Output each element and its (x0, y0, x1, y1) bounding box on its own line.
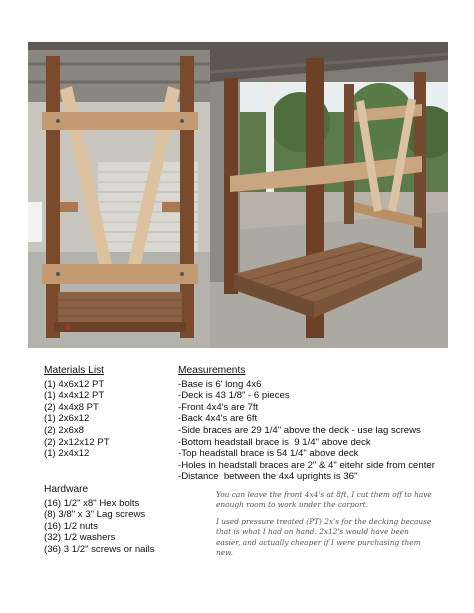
materials-item: (2) 2x6x8 (44, 424, 84, 436)
hardware-item: (32) 1/2 washers (44, 532, 116, 544)
hardware-list (44, 484, 155, 556)
materials-item: (2) 4x4x8 PT (44, 401, 99, 413)
measurement-item: -Bottom headstall brace is 9 1/4" above deck (178, 436, 371, 448)
measurement-item: -Front 4x4's are 7ft (178, 401, 259, 413)
hardware-item: (16) 1/2 nuts (44, 520, 98, 532)
hardware-heading: Hardware (44, 484, 89, 495)
materials-list (44, 365, 110, 460)
materials-item: (1) 4x6x12 PT (44, 378, 105, 390)
hardware-item: (36) 3 1/2" screws or nails (44, 543, 155, 555)
measurement-item: -Deck is 43 1/8" - 6 pieces (178, 390, 290, 402)
angled-view-photo (210, 42, 448, 348)
measurement-item: -Base is 6' long 4x6 (178, 378, 262, 390)
measurement-item: -Holes in headstall braces are 2" & 4" eitehr side from center (178, 459, 435, 471)
measurement-item: -Back 4x4's are 6ft (178, 413, 258, 425)
measurement-item: -Top headstall brace is 54 1/4" above deck (178, 448, 359, 460)
hardware-item: (16) 1/2" x8" Hex bolts (44, 497, 140, 509)
handwritten-notes (216, 490, 434, 564)
materials-heading: Materials List (44, 365, 105, 376)
measurement-item: -Distance between the 4x4 uprights is 36" (178, 471, 358, 483)
note-paragraph: You can leave the front 4x4's at 8ft, I cut them off to have enough room to work under the carport. (216, 490, 432, 510)
hardware-item: (8) 3/8" x 3" Lag screws (44, 509, 146, 521)
front-view-illustration (28, 42, 210, 348)
materials-item: (1) 4x4x12 PT (44, 390, 105, 402)
note-paragraph: I used pressure treated (PT) 2x's for the decking because that is what I had on hand. 2x12's would have been easier, and actually cheaper if I were purchasing them new. (216, 516, 432, 558)
measurements-list (178, 365, 435, 483)
front-view-photo (28, 42, 210, 348)
angled-view-illustration (210, 42, 448, 348)
materials-item: (1) 2x6x12 (44, 413, 90, 425)
materials-item: (1) 2x4x12 (44, 448, 90, 460)
materials-item: (2) 2x12x12 PT (44, 436, 110, 448)
measurement-item: -Side braces are 29 1/4" above the deck - use lag screws (178, 424, 421, 436)
measurements-heading: Measurements (178, 365, 246, 376)
